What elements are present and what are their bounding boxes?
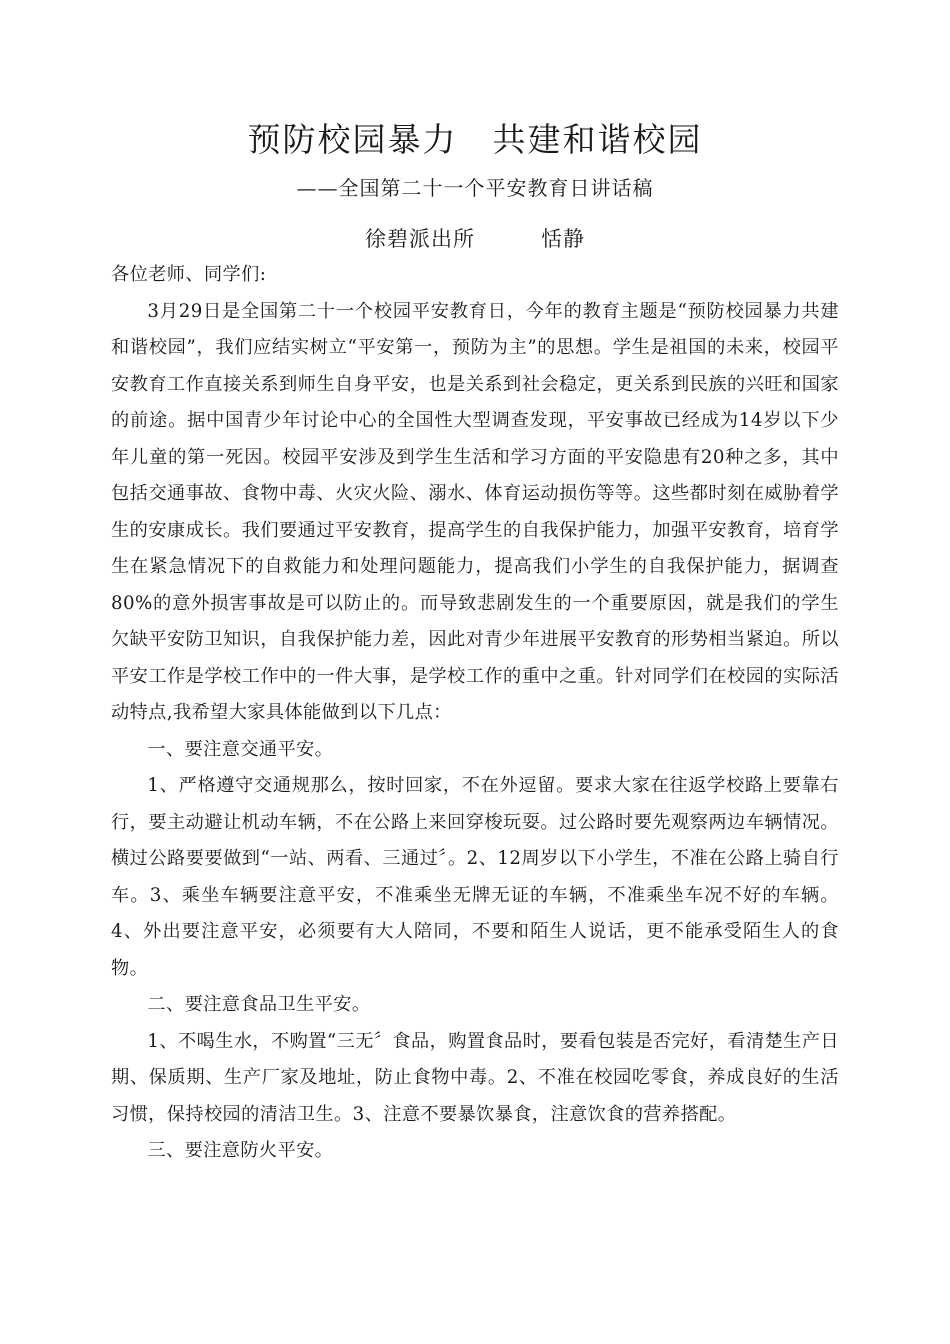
- speech-body: [111, 257, 839, 1170]
- section-heading-fire: 三、要注意防火平安。: [147, 1140, 334, 1161]
- section-heading-traffic: 一、要注意交通平安。: [147, 738, 334, 760]
- paragraph-food-rules: 1、不喝生水，不购置“三无〞食品，购置食品时，要看包装是否完好，看清楚生产日期、保质期、生产厂家及地址，防止食物中毒。2、不准在校园吃零食，养成良好的生活习惯，保持校园的清洁卫生。3、注意不要暴饮暴食，注意饮食的营养搭配。: [111, 1030, 839, 1125]
- author-line: 徐碧派出所 恬静: [365, 227, 585, 251]
- salutation: 各位老师、同学们:: [111, 264, 267, 285]
- document-subtitle: ——全国第二十一个平安教育日讲话稿: [296, 176, 654, 200]
- paragraph-intro: 3月29日是全国第二十一个校园平安教育日，今年的教育主题是“预防校园暴力共建和谐校园”，我们应结实树立“平安第一，预防为主”的思想。学生是祖国的未来，校园平安教育工作直接关系到师生自身平安，也是关系到社会稳定，更关系到民族的兴旺和国家的前途。据中国青少年讨论中心的全国性大型调查发现，平安事故已经成为14岁以下少年儿童的第一死因。校园平安涉及到学生生活和学习方面的平安隐患有20种之多，其中包括交通事故、食物中毒、火灾火险、溺水、体育运动损伤等等。这些都时刻在威胁着学生的安康成长。我们要通过平安教育，提高学生的自我保护能力，加强平安教育，培育学生在紧急情况下的自救能力和处理问题能力，提高我们小学生的自我保护能力，据调查80%的意外损害事故是可以防止的。而导致悲剧发生的一个重要原因，就是我们的学生欠缺平安防卫知识，自我保护能力差，因此对青少年进展平安教育的形势相当紧迫。所以平安工作是学校工作中的一件大事，是学校工作的重中之重。针对同学们在校园的实际活动特点,我希望大家具体能做到以下几点：: [111, 300, 839, 723]
- paragraph-traffic-rules: 1、严格遵守交通规那么，按时回家，不在外逗留。要求大家在往返学校路上要靠右行，要主动避让机动车辆，不在公路上来回穿梭玩耍。过公路时要先观察两边车辆情况。横过公路要要做到“一站、两看、三通过〞。2、12周岁以下小学生，不准在公路上骑自行车。3、乘坐车辆要注意平安，不准乘坐无牌无证的车辆，不准乘坐车况不好的车辆。4、外出要注意平安，必须要有大人陪同，不要和陌生人说话，更不能承受陌生人的食物。: [111, 775, 839, 979]
- section-heading-food: 二、要注意食品卫生平安。: [147, 994, 371, 1015]
- document-title: 预防校园暴力 共建和谐校园: [247, 120, 703, 159]
